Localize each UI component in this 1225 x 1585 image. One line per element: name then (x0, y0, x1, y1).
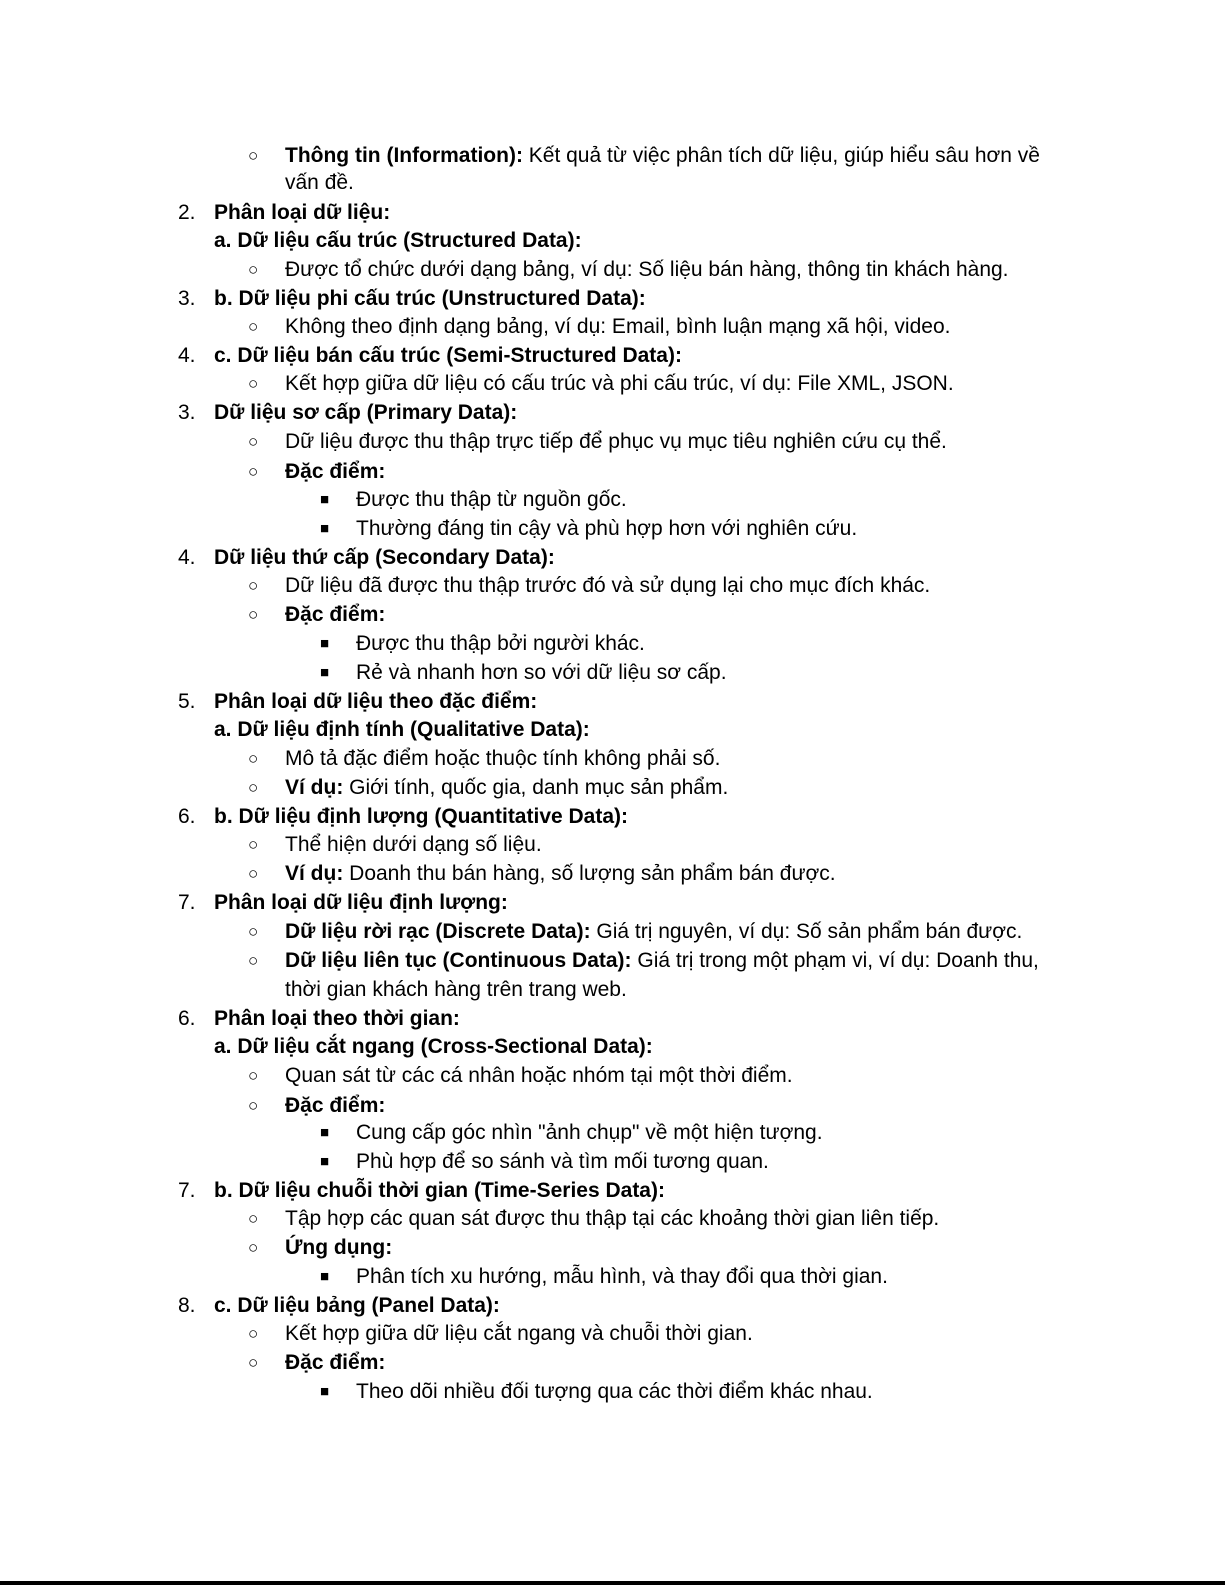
body-text: Doanh thu bán hàng, số lượng sản phẩm bán được. (343, 862, 836, 885)
hollow-bullet-icon: ○ (248, 432, 259, 451)
bold-label: Dữ liệu liên tục (Continuous Data): (285, 949, 632, 972)
list-heading (214, 228, 582, 254)
list-item-text (356, 1149, 769, 1175)
list-item-text (285, 602, 385, 628)
body-text: Kết hợp giữa dữ liệu cắt ngang và chuỗi thời gian. (285, 1322, 753, 1345)
list-heading (214, 804, 628, 830)
hollow-bullet-icon: ○ (248, 605, 259, 624)
list-item-text (356, 1264, 888, 1290)
list-heading (214, 717, 590, 743)
list-heading (214, 200, 390, 226)
list-item-text (356, 1379, 873, 1405)
bold-label: Phân loại dữ liệu định lượng: (214, 891, 508, 914)
body-text: Mô tả đặc điểm hoặc thuộc tính không phải số. (285, 747, 721, 770)
list-item-text (285, 371, 954, 397)
bold-label: Đặc điểm: (285, 1351, 386, 1374)
hollow-bullet-icon: ○ (248, 778, 259, 797)
list-item-text (285, 948, 1039, 974)
hollow-bullet-icon: ○ (248, 146, 259, 165)
bold-label: c. Dữ liệu bán cấu trúc (Semi-Structured Data): (214, 344, 682, 367)
bold-label: b. Dữ liệu phi cấu trúc (Unstructured Data): (214, 287, 646, 310)
bold-label: Dữ liệu sơ cấp (Primary Data): (214, 401, 518, 424)
body-text: Không theo định dạng bảng, ví dụ: Email, bình luận mạng xã hội, video. (285, 315, 951, 338)
list-number: 6. (178, 805, 196, 828)
list-heading (214, 890, 508, 916)
hollow-bullet-icon: ○ (248, 260, 259, 279)
list-number: 4. (178, 344, 196, 367)
list-item-text (285, 1093, 385, 1119)
bold-label: Phân loại dữ liệu: (214, 201, 391, 224)
list-item-text (285, 1350, 385, 1376)
body-text: Thường đáng tin cậy và phù hợp hơn với nghiên cứu. (356, 517, 858, 540)
hollow-bullet-icon: ○ (248, 374, 259, 393)
square-bullet-icon: ■ (320, 1153, 330, 1170)
square-bullet-icon: ■ (320, 635, 330, 652)
hollow-bullet-icon: ○ (248, 922, 259, 941)
body-text: Phân tích xu hướng, mẫu hình, và thay đổi qua thời gian. (356, 1265, 888, 1288)
square-bullet-icon: ■ (320, 1124, 330, 1141)
hollow-bullet-icon: ○ (248, 317, 259, 336)
square-bullet-icon: ■ (320, 1383, 330, 1400)
bold-label: a. Dữ liệu định tính (Qualitative Data): (214, 718, 590, 741)
list-heading (214, 545, 555, 571)
list-item-text (356, 487, 627, 513)
bold-label: b. Dữ liệu định lượng (Quantitative Data): (214, 805, 629, 828)
body-text: Được thu thập bởi người khác. (356, 632, 645, 655)
hollow-bullet-icon: ○ (248, 1324, 259, 1343)
hollow-bullet-icon: ○ (248, 835, 259, 854)
list-number: 7. (178, 891, 196, 914)
square-bullet-icon: ■ (320, 491, 330, 508)
list-item-text (285, 257, 1009, 283)
body-text: Được tổ chức dưới dạng bảng, ví dụ: Số liệu bán hàng, thông tin khách hàng. (285, 258, 1009, 281)
list-number: 2. (178, 201, 196, 224)
body-text: Giá trị trong một phạm vi, ví dụ: Doanh thu, (631, 949, 1039, 972)
bold-label: Đặc điểm: (285, 1094, 386, 1117)
body-text: Rẻ và nhanh hơn so với dữ liệu sơ cấp. (356, 661, 727, 684)
list-item-text (285, 977, 627, 1003)
list-item-text (285, 1206, 939, 1232)
list-item-text (285, 314, 950, 340)
body-text: Theo dõi nhiều đối tượng qua các thời điểm khác nhau. (356, 1380, 873, 1403)
list-item-text (285, 429, 947, 455)
hollow-bullet-icon: ○ (248, 1238, 259, 1257)
list-heading (214, 286, 646, 312)
square-bullet-icon: ■ (320, 520, 330, 537)
bold-label: Phân loại theo thời gian: (214, 1007, 460, 1030)
bold-label: Đặc điểm: (285, 603, 386, 626)
bold-label: Phân loại dữ liệu theo đặc điểm: (214, 690, 538, 713)
body-text: Thể hiện dưới dạng số liệu. (285, 833, 542, 856)
page-bottom-border (0, 1581, 1225, 1585)
hollow-bullet-icon: ○ (248, 951, 259, 970)
bold-label: Ví dụ: (285, 862, 344, 885)
hollow-bullet-icon: ○ (248, 1096, 259, 1115)
square-bullet-icon: ■ (320, 1268, 330, 1285)
list-number: 3. (178, 401, 196, 424)
list-item-text (356, 1120, 823, 1146)
hollow-bullet-icon: ○ (248, 749, 259, 768)
list-heading (214, 1178, 665, 1204)
hollow-bullet-icon: ○ (248, 1066, 259, 1085)
bold-label: Đặc điểm: (285, 460, 386, 483)
hollow-bullet-icon: ○ (248, 462, 259, 481)
body-text: Quan sát từ các cá nhân hoặc nhóm tại một thời điểm. (285, 1064, 793, 1087)
list-number: 5. (178, 690, 196, 713)
list-item-text (285, 143, 1040, 169)
list-item-text (285, 746, 720, 772)
body-text: Tập hợp các quan sát được thu thập tại các khoảng thời gian liên tiếp. (285, 1207, 940, 1230)
list-item-text (285, 832, 542, 858)
list-heading (214, 343, 682, 369)
bold-label: Dữ liệu thứ cấp (Secondary Data): (214, 546, 555, 569)
bold-label: a. Dữ liệu cấu trúc (Structured Data): (214, 229, 582, 252)
body-text: Kết hợp giữa dữ liệu có cấu trúc và phi cấu trúc, ví dụ: File XML, JSON. (285, 372, 954, 395)
hollow-bullet-icon: ○ (248, 864, 259, 883)
list-number: 4. (178, 546, 196, 569)
list-heading (214, 689, 537, 715)
body-text: Dữ liệu được thu thập trực tiếp để phục vụ mục tiêu nghiên cứu cụ thể. (285, 430, 947, 453)
list-item-text (285, 1321, 753, 1347)
bold-label: Ví dụ: (285, 776, 344, 799)
body-text: thời gian khách hàng trên trang web. (285, 978, 627, 1001)
bold-label: Ứng dụng: (285, 1236, 393, 1259)
bold-label: a. Dữ liệu cắt ngang (Cross-Sectional Data): (214, 1035, 653, 1058)
list-heading (214, 1034, 653, 1060)
body-text: Giá trị nguyên, ví dụ: Số sản phẩm bán được. (590, 920, 1023, 943)
list-item-text (356, 516, 857, 542)
list-heading (214, 400, 517, 426)
bold-label: Thông tin (Information): (285, 144, 523, 167)
hollow-bullet-icon: ○ (248, 576, 259, 595)
body-text: Dữ liệu đã được thu thập trước đó và sử dụng lại cho mục đích khác. (285, 574, 931, 597)
body-text: Phù hợp để so sánh và tìm mối tương quan. (356, 1150, 769, 1173)
body-text: Kết quả từ việc phân tích dữ liệu, giúp hiểu sâu hơn về (522, 144, 1040, 167)
list-item-text (285, 459, 385, 485)
list-number: 8. (178, 1294, 196, 1317)
list-heading (214, 1293, 500, 1319)
body-text: vấn đề. (285, 171, 354, 194)
list-item-text (356, 631, 645, 657)
body-text: Giới tính, quốc gia, danh mục sản phẩm. (343, 776, 729, 799)
list-item-text (285, 170, 354, 196)
list-item-text (285, 1063, 793, 1089)
list-item-text (285, 775, 728, 801)
hollow-bullet-icon: ○ (248, 1209, 259, 1228)
list-heading (214, 1006, 460, 1032)
bold-label: Dữ liệu rời rạc (Discrete Data): (285, 920, 591, 943)
list-number: 6. (178, 1007, 196, 1030)
hollow-bullet-icon: ○ (248, 1353, 259, 1372)
bold-label: c. Dữ liệu bảng (Panel Data): (214, 1294, 500, 1317)
list-number: 7. (178, 1179, 196, 1202)
body-text: Được thu thập từ nguồn gốc. (356, 488, 627, 511)
list-item-text (285, 573, 930, 599)
list-item-text (356, 660, 727, 686)
list-item-text (285, 1235, 392, 1261)
list-item-text (285, 919, 1022, 945)
square-bullet-icon: ■ (320, 664, 330, 681)
bold-label: b. Dữ liệu chuỗi thời gian (Time-Series Data): (214, 1179, 665, 1202)
body-text: Cung cấp góc nhìn "ảnh chụp" về một hiện tượng. (356, 1121, 823, 1144)
list-item-text (285, 861, 836, 887)
list-number: 3. (178, 287, 196, 310)
